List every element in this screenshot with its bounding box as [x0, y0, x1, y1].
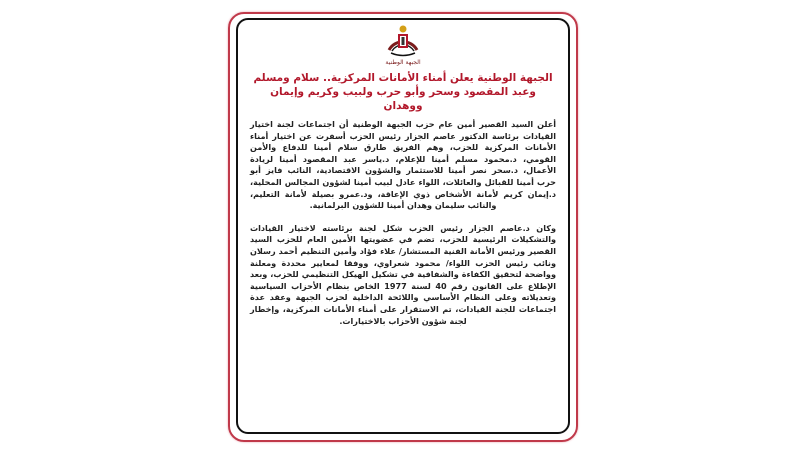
logo-caption: الجبهة الوطنية [385, 59, 421, 66]
paragraph-2: وكان د.عاصم الجزار رئيس الحزب شكل لجنة برئاسته لاختيار القيادات والتشكيلات الرئيسية للحزب، تضم في عضويتها الأمين العام للحزب السيد القصير ورئيس الأمانة الفنية المستشار/ علاء فؤاد وأمين التنظيم أحمد رسلان ونائب رئيس الحزب اللواء/ محمود شعراوي، ووفقا لمعايير محددة ومعلنة وواضحة لتحقيق الكفاءة والشفافية في تشكيل الهيكل التنظيمي للحزب، وبعد الإطلاع على القانون رقم 40 لسنة 1977 الخاص بنظام الأحزاب السياسية وتعديلاته وعلى النظام الأساسي واللائحة الداخلية لحزب الجبهة وعقد عدة اجتماعات للجنة القيادات، تم الاستقرار على أمناء الأمانات المركزية، وإخطار لجنة شؤون الأحزاب بالاختيارات. [250, 222, 557, 326]
headline: الجبهة الوطنية يعلن أمناء الأمانات المركزية.. سلام ومسلم وعبد المقصود وسحر وأبو حرب ولبيب وكريم وإيمان ووهدان [253, 72, 553, 112]
party-emblem-icon [383, 20, 423, 60]
press-statement [250, 18, 556, 428]
paragraph-1: أعلن السيد القصير أمين عام حزب الجبهة الوطنية أن اجتماعات لجنة اختيار القيادات برئاسة الدكتور عاصم الجزار رئيس الحزب أسفرت عن اختيار أمناء الأمانات المركزية للحزب، وهم الفريق طارق سلام أمينا للدفاع والأمن القومي، د.محمود مسلم أمينا للإعلام، د.ياسر عبد المقصود أمينا لريادة الأعمال، د.سحر نصر أمينا للاستثمار والشؤون الاقتصادية، النائب فايز أبو حرب أمينا للقبائل والعائلات، اللواء عادل لبيب أمينا لشؤون المجالس المحلية، د.إيمان كريم لأمانة الأشخاص ذوي الإعاقة، ود.عمرو بصيلة لأمانة التعليم، والنائب سليمان وهدان أمينا للشؤون البرلمانية. [250, 119, 556, 211]
